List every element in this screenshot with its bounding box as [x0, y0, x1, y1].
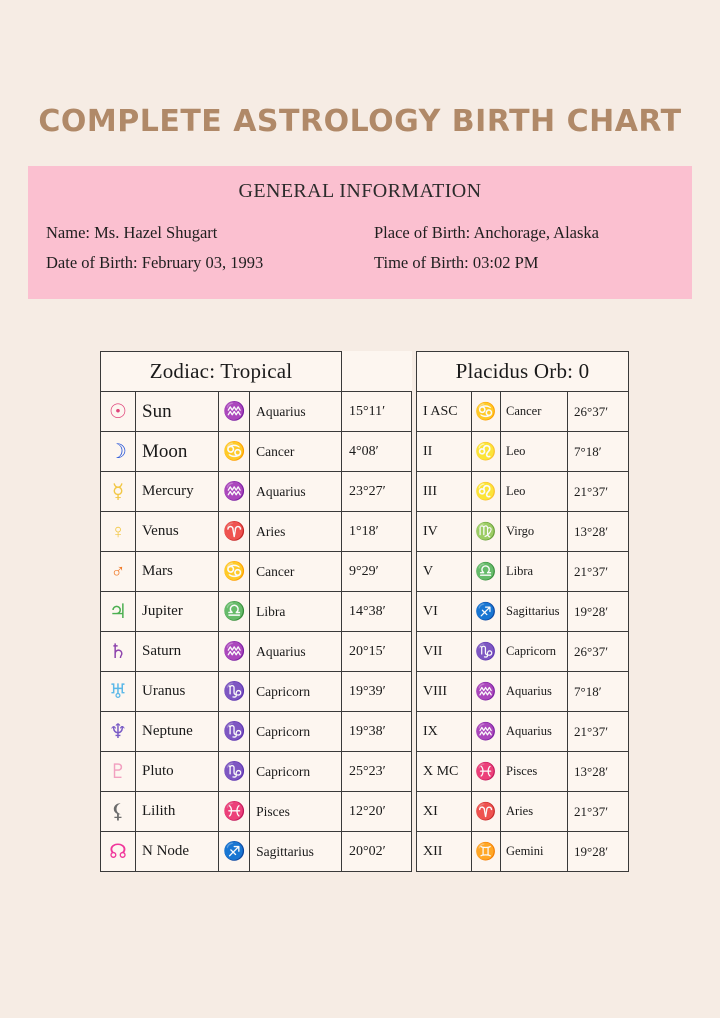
table-row	[417, 752, 629, 792]
house-degree: 13°28′	[568, 512, 629, 552]
zodiac-sign-icon: ♒	[219, 632, 250, 672]
planet-positions-table	[100, 351, 412, 872]
info-name: Name: Ms. Hazel Shugart	[46, 223, 218, 242]
planet-degree: 1°18′	[342, 512, 412, 552]
table-row	[101, 592, 412, 632]
table-row	[417, 792, 629, 832]
house-degree: 26°37′	[568, 632, 629, 672]
zodiac-sign-icon: ♐	[472, 592, 501, 632]
planet-table-header: Zodiac: Tropical	[101, 352, 342, 392]
house-number: XI	[417, 792, 472, 832]
zodiac-sign-icon: ♌	[472, 432, 501, 472]
planet-glyph-icon: ♅	[101, 672, 136, 712]
planet-degree: 9°29′	[342, 552, 412, 592]
planet-glyph-icon: ♃	[101, 592, 136, 632]
zodiac-sign-icon: ♓	[219, 792, 250, 832]
table-row	[101, 472, 412, 512]
house-number: VIII	[417, 672, 472, 712]
planet-degree: 12°20′	[342, 792, 412, 832]
planet-glyph-icon: ♆	[101, 712, 136, 752]
info-time-of-birth: Time of Birth: 03:02 PM	[374, 253, 539, 272]
planet-name: Uranus	[136, 672, 219, 712]
house-sign: Capricorn	[501, 632, 568, 672]
zodiac-sign-icon: ♍	[472, 512, 501, 552]
zodiac-sign-icon: ♑	[219, 672, 250, 712]
house-sign: Virgo	[501, 512, 568, 552]
zodiac-sign-icon: ♒	[219, 472, 250, 512]
house-sign: Aquarius	[501, 672, 568, 712]
planet-glyph-icon: ☿	[101, 472, 136, 512]
zodiac-sign-icon: ♈	[472, 792, 501, 832]
house-number: XII	[417, 832, 472, 872]
house-number: V	[417, 552, 472, 592]
table-row	[417, 632, 629, 672]
table-row	[101, 792, 412, 832]
house-number: X MC	[417, 752, 472, 792]
table-row	[417, 832, 629, 872]
planet-sign: Capricorn	[250, 672, 342, 712]
planet-degree: 23°27′	[342, 472, 412, 512]
planet-name: Moon	[136, 432, 219, 472]
table-row	[417, 712, 629, 752]
table-row	[101, 432, 412, 472]
chart-tables	[100, 351, 629, 872]
zodiac-sign-icon: ♐	[219, 832, 250, 872]
table-row	[417, 512, 629, 552]
general-information-panel	[28, 166, 692, 299]
planet-sign: Aries	[250, 512, 342, 552]
zodiac-sign-icon: ♒	[219, 392, 250, 432]
zodiac-sign-icon: ♒	[472, 712, 501, 752]
table-row	[417, 472, 629, 512]
planet-name: Lilith	[136, 792, 219, 832]
planet-sign: Capricorn	[250, 752, 342, 792]
table-row	[101, 552, 412, 592]
planet-sign: Aquarius	[250, 472, 342, 512]
planet-degree: 19°38′	[342, 712, 412, 752]
planet-glyph-icon: ☉	[101, 392, 136, 432]
table-row	[101, 832, 412, 872]
house-degree: 26°37′	[568, 392, 629, 432]
planet-degree: 14°38′	[342, 592, 412, 632]
house-sign: Leo	[501, 472, 568, 512]
house-sign: Libra	[501, 552, 568, 592]
table-row	[417, 672, 629, 712]
zodiac-sign-icon: ♋	[219, 432, 250, 472]
table-row	[101, 392, 412, 432]
general-information-heading: GENERAL INFORMATION	[238, 180, 482, 202]
planet-glyph-icon: ⚸	[101, 792, 136, 832]
planet-sign: Aquarius	[250, 632, 342, 672]
house-degree: 21°37′	[568, 552, 629, 592]
planet-degree: 4°08′	[342, 432, 412, 472]
planet-name: Saturn	[136, 632, 219, 672]
zodiac-sign-icon: ♎	[219, 592, 250, 632]
planet-name: Mercury	[136, 472, 219, 512]
house-number: IX	[417, 712, 472, 752]
table-row	[417, 592, 629, 632]
planet-glyph-icon: ♇	[101, 752, 136, 792]
table-row	[101, 712, 412, 752]
planet-name: Mars	[136, 552, 219, 592]
house-degree: 7°18′	[568, 672, 629, 712]
house-number: IV	[417, 512, 472, 552]
house-sign: Gemini	[501, 832, 568, 872]
house-number: VII	[417, 632, 472, 672]
house-cusps-table	[416, 351, 629, 872]
table-row	[101, 672, 412, 712]
planet-degree: 19°39′	[342, 672, 412, 712]
planet-degree: 15°11′	[342, 392, 412, 432]
table-row	[417, 432, 629, 472]
planet-name: Jupiter	[136, 592, 219, 632]
zodiac-sign-icon: ♈	[219, 512, 250, 552]
house-degree: 13°28′	[568, 752, 629, 792]
zodiac-sign-icon: ♎	[472, 552, 501, 592]
planet-sign: Libra	[250, 592, 342, 632]
planet-sign: Cancer	[250, 552, 342, 592]
zodiac-sign-icon: ♌	[472, 472, 501, 512]
planet-glyph-icon: ♀	[101, 512, 136, 552]
planet-name: N Node	[136, 832, 219, 872]
planet-degree: 20°15′	[342, 632, 412, 672]
zodiac-sign-icon: ♑	[219, 712, 250, 752]
house-degree: 19°28′	[568, 592, 629, 632]
general-information-grid	[28, 203, 692, 273]
house-sign: Aquarius	[501, 712, 568, 752]
planet-degree: 20°02′	[342, 832, 412, 872]
planet-name: Venus	[136, 512, 219, 552]
table-row	[101, 632, 412, 672]
house-number: III	[417, 472, 472, 512]
planet-sign: Capricorn	[250, 712, 342, 752]
zodiac-sign-icon: ♓	[472, 752, 501, 792]
house-sign: Sagittarius	[501, 592, 568, 632]
zodiac-sign-icon: ♑	[472, 632, 501, 672]
house-degree: 21°37′	[568, 712, 629, 752]
planet-glyph-icon: ☽	[101, 432, 136, 472]
planet-name: Sun	[136, 392, 219, 432]
planet-degree: 25°23′	[342, 752, 412, 792]
page-title: COMPLETE ASTROLOGY BIRTH CHART	[38, 104, 682, 139]
house-table-header: Placidus Orb: 0	[417, 352, 629, 392]
planet-name: Neptune	[136, 712, 219, 752]
table-row	[101, 512, 412, 552]
house-degree: 21°37′	[568, 792, 629, 832]
house-sign: Leo	[501, 432, 568, 472]
table-row	[417, 552, 629, 592]
zodiac-sign-icon: ♋	[219, 552, 250, 592]
house-number: II	[417, 432, 472, 472]
planet-sign: Sagittarius	[250, 832, 342, 872]
zodiac-sign-icon: ♒	[472, 672, 501, 712]
house-number: I ASC	[417, 392, 472, 432]
house-sign: Pisces	[501, 752, 568, 792]
house-degree: 21°37′	[568, 472, 629, 512]
planet-glyph-icon: ♄	[101, 632, 136, 672]
zodiac-sign-icon: ♑	[219, 752, 250, 792]
table-row	[417, 392, 629, 432]
zodiac-sign-icon: ♊	[472, 832, 501, 872]
house-sign: Aries	[501, 792, 568, 832]
planet-name: Pluto	[136, 752, 219, 792]
house-degree: 19°28′	[568, 832, 629, 872]
planet-sign: Aquarius	[250, 392, 342, 432]
planet-sign: Cancer	[250, 432, 342, 472]
info-place-of-birth: Place of Birth: Anchorage, Alaska	[374, 223, 599, 242]
info-date-of-birth: Date of Birth: February 03, 1993	[46, 253, 264, 272]
house-degree: 7°18′	[568, 432, 629, 472]
planet-sign: Pisces	[250, 792, 342, 832]
table-row	[101, 752, 412, 792]
planet-glyph-icon: ♂	[101, 552, 136, 592]
zodiac-sign-icon: ♋	[472, 392, 501, 432]
planet-glyph-icon: ☊	[101, 832, 136, 872]
house-sign: Cancer	[501, 392, 568, 432]
house-number: VI	[417, 592, 472, 632]
